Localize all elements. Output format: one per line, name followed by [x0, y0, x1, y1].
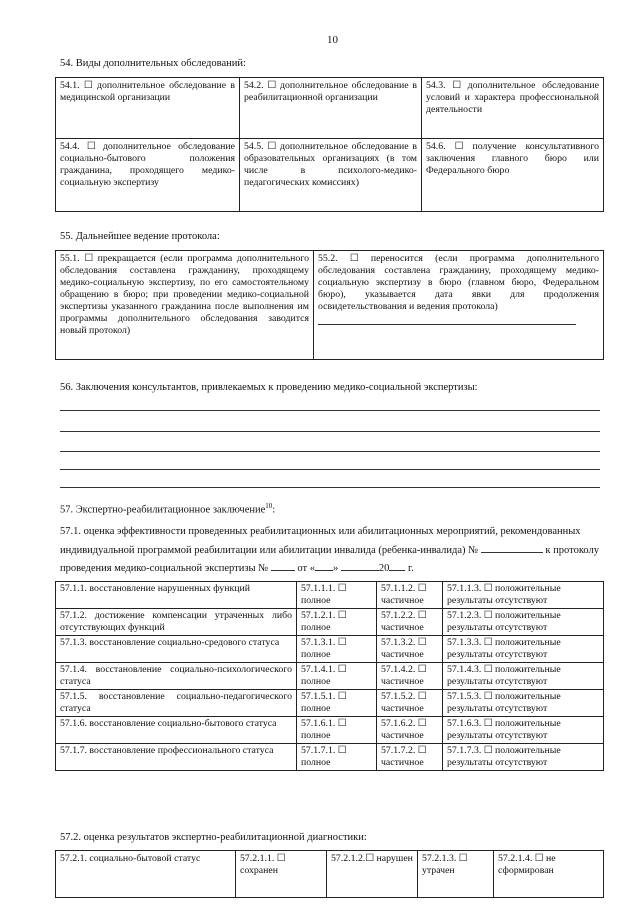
footnote-mark: 10 — [265, 502, 273, 510]
option-none[interactable]: 57.1.2.3. ☐ положительные результаты отсутствуют — [443, 609, 604, 636]
efficiency-row — [56, 744, 604, 771]
consultant-line[interactable] — [60, 469, 600, 470]
option-full[interactable]: 57.1.5.1. ☐ полное — [297, 690, 377, 717]
exam-cell[interactable]: 54.6. ☐ получение консультативного заключения главного бюро или Федерального бюро — [422, 139, 604, 212]
text-span: к протоколу — [545, 544, 599, 556]
page-number: 10 — [327, 34, 338, 46]
consultant-line[interactable] — [60, 451, 600, 452]
consultant-line[interactable] — [60, 487, 600, 488]
protocol-transfer-text: 55.2. ☐ переносится (если программа дополнительного обследования составлена гражданину, проходящему медико-социальную экспертизу в бюро (главном бюро, Федеральном бюро), указывается дата явки для продолжения освидетельствования и ведения протокола) — [318, 253, 599, 312]
consultant-line[interactable] — [60, 410, 600, 411]
option-partial[interactable]: 57.1.7.2. ☐ частичное — [377, 744, 443, 771]
section-54-title: 54. Виды дополнительных обследований: — [60, 58, 246, 69]
protocol-terminate-cell[interactable]: 55.1. ☐ прекращается (если программа дополнительного обследования составлена гражданину, проходящему медико-социальную экспертизу, по его самостоятельному обращению в бюро; при проведении медико-социальной экспертизы указанного гражданина после выполнения им программы дополнительного обследования заводится новый протокол) — [56, 251, 314, 360]
section-57-1-text — [60, 526, 602, 576]
text-line — [60, 545, 602, 558]
section-56-title: 56. Заключения консультантов, привлекаемых к проведению медико-социальной экспертизы: — [60, 382, 478, 393]
text-line — [60, 563, 602, 576]
option-full[interactable]: 57.1.7.1. ☐ полное — [297, 744, 377, 771]
option-none[interactable]: 57.1.5.3. ☐ положительные результаты отсутствуют — [443, 690, 604, 717]
option-full[interactable]: 57.1.6.1. ☐ полное — [297, 717, 377, 744]
efficiency-label: 57.1.7. восстановление профессионального статуса — [56, 744, 297, 771]
efficiency-label: 57.1.6. восстановление социально-бытового статуса — [56, 717, 297, 744]
month-field[interactable] — [341, 570, 379, 571]
efficiency-row — [56, 582, 604, 609]
option-full[interactable]: 57.1.1.1. ☐ полное — [297, 582, 377, 609]
diag-option[interactable]: 57.2.1.3. ☐ утрачен — [418, 851, 494, 898]
section-57-title-text: 57. Экспертно-реабилитационное заключение — [60, 504, 266, 516]
section-57-title: 57. Экспертно-реабилитационное заключение$^{10}$: — [60, 502, 276, 516]
option-partial[interactable]: 57.1.1.2. ☐ частичное — [377, 582, 443, 609]
efficiency-label: 57.1.5. восстановление социально-педагогического статуса — [56, 690, 297, 717]
exam-cell[interactable]: 54.2. ☐ дополнительное обследование в реабилитационной организации — [240, 78, 422, 139]
section-57-2-title: 57.2. оценка результатов экспертно-реабилитационной диагностики: — [60, 832, 367, 843]
option-partial[interactable]: 57.1.4.2. ☐ частичное — [377, 663, 443, 690]
protocol-number-field[interactable] — [271, 570, 295, 571]
day-field[interactable] — [315, 570, 333, 571]
option-none[interactable]: 57.1.3.3. ☐ положительные результаты отсутствуют — [443, 636, 604, 663]
efficiency-label: 57.1.3. восстановление социально-средового статуса — [56, 636, 297, 663]
efficiency-table — [55, 581, 604, 771]
diag-label: 57.2.1. социально-бытовой статус — [56, 851, 236, 898]
efficiency-row — [56, 609, 604, 636]
option-none[interactable]: 57.1.6.3. ☐ положительные результаты отсутствуют — [443, 717, 604, 744]
option-full[interactable]: 57.1.2.1. ☐ полное — [297, 609, 377, 636]
diagnostics-table — [55, 850, 604, 898]
diag-option[interactable]: 57.2.1.4. ☐ не сформирован — [494, 851, 604, 898]
text-span: индивидуальной программой реабилитации или абилитации инвалида (ребенка-инвалида) № — [60, 544, 479, 556]
efficiency-row — [56, 636, 604, 663]
protocol-transfer-cell[interactable] — [314, 251, 604, 360]
consultant-line[interactable] — [60, 431, 600, 432]
date-line[interactable] — [318, 324, 576, 325]
option-partial[interactable]: 57.1.3.2. ☐ частичное — [377, 636, 443, 663]
efficiency-row — [56, 663, 604, 690]
text-span: г. — [408, 563, 414, 575]
diag-option[interactable]: 57.2.1.2.☐ нарушен — [327, 851, 418, 898]
exam-cell[interactable]: 54.1. ☐ дополнительное обследование в медицинской организации — [56, 78, 240, 139]
option-partial[interactable]: 57.1.2.2. ☐ частичное — [377, 609, 443, 636]
text-span: » — [333, 563, 339, 575]
efficiency-row — [56, 717, 604, 744]
option-none[interactable]: 57.1.1.3. ☐ положительные результаты отсутствуют — [443, 582, 604, 609]
option-partial[interactable]: 57.1.5.2. ☐ частичное — [377, 690, 443, 717]
text-line: 57.1. оценка эффективности проведенных реабилитационных или абилитационных мероприятий, рекомендованных — [60, 526, 581, 537]
option-partial[interactable]: 57.1.6.2. ☐ частичное — [377, 717, 443, 744]
efficiency-label: 57.1.1. восстановление нарушенных функций — [56, 582, 297, 609]
text-span: от « — [297, 563, 315, 575]
efficiency-label: 57.1.2. достижение компенсации утраченных либо отсутствующих функций — [56, 609, 297, 636]
efficiency-label: 57.1.4. восстановление социально-психологического статуса — [56, 663, 297, 690]
text-span: проведения медико-социальной экспертизы № — [60, 563, 269, 575]
option-full[interactable]: 57.1.4.1. ☐ полное — [297, 663, 377, 690]
option-full[interactable]: 57.1.3.1. ☐ полное — [297, 636, 377, 663]
year-field[interactable] — [389, 570, 405, 571]
efficiency-row — [56, 690, 604, 717]
section-55-title: 55. Дальнейшее ведение протокола: — [60, 231, 220, 242]
exam-cell[interactable]: 54.4. ☐ дополнительное обследование социально-бытового положения гражданина, проходящего медико-социальную экспертизу — [56, 139, 240, 212]
option-none[interactable]: 57.1.7.3. ☐ положительные результаты отсутствуют — [443, 744, 604, 771]
option-none[interactable]: 57.1.4.3. ☐ положительные результаты отсутствуют — [443, 663, 604, 690]
ipra-number-field[interactable] — [481, 552, 543, 553]
additional-exams-table — [55, 77, 604, 212]
exam-cell[interactable]: 54.3. ☐ дополнительное обследование условий и характера профессиональной деятельности — [422, 78, 604, 139]
exam-cell[interactable]: 54.5. ☐ дополнительное обследование в образовательных организациях (в том числе в психолого-медико-педагогических комиссиях) — [240, 139, 422, 212]
text-span: 20 — [378, 563, 390, 575]
protocol-continuation-table — [55, 250, 604, 360]
diag-option[interactable]: 57.2.1.1. ☐ сохранен — [236, 851, 327, 898]
